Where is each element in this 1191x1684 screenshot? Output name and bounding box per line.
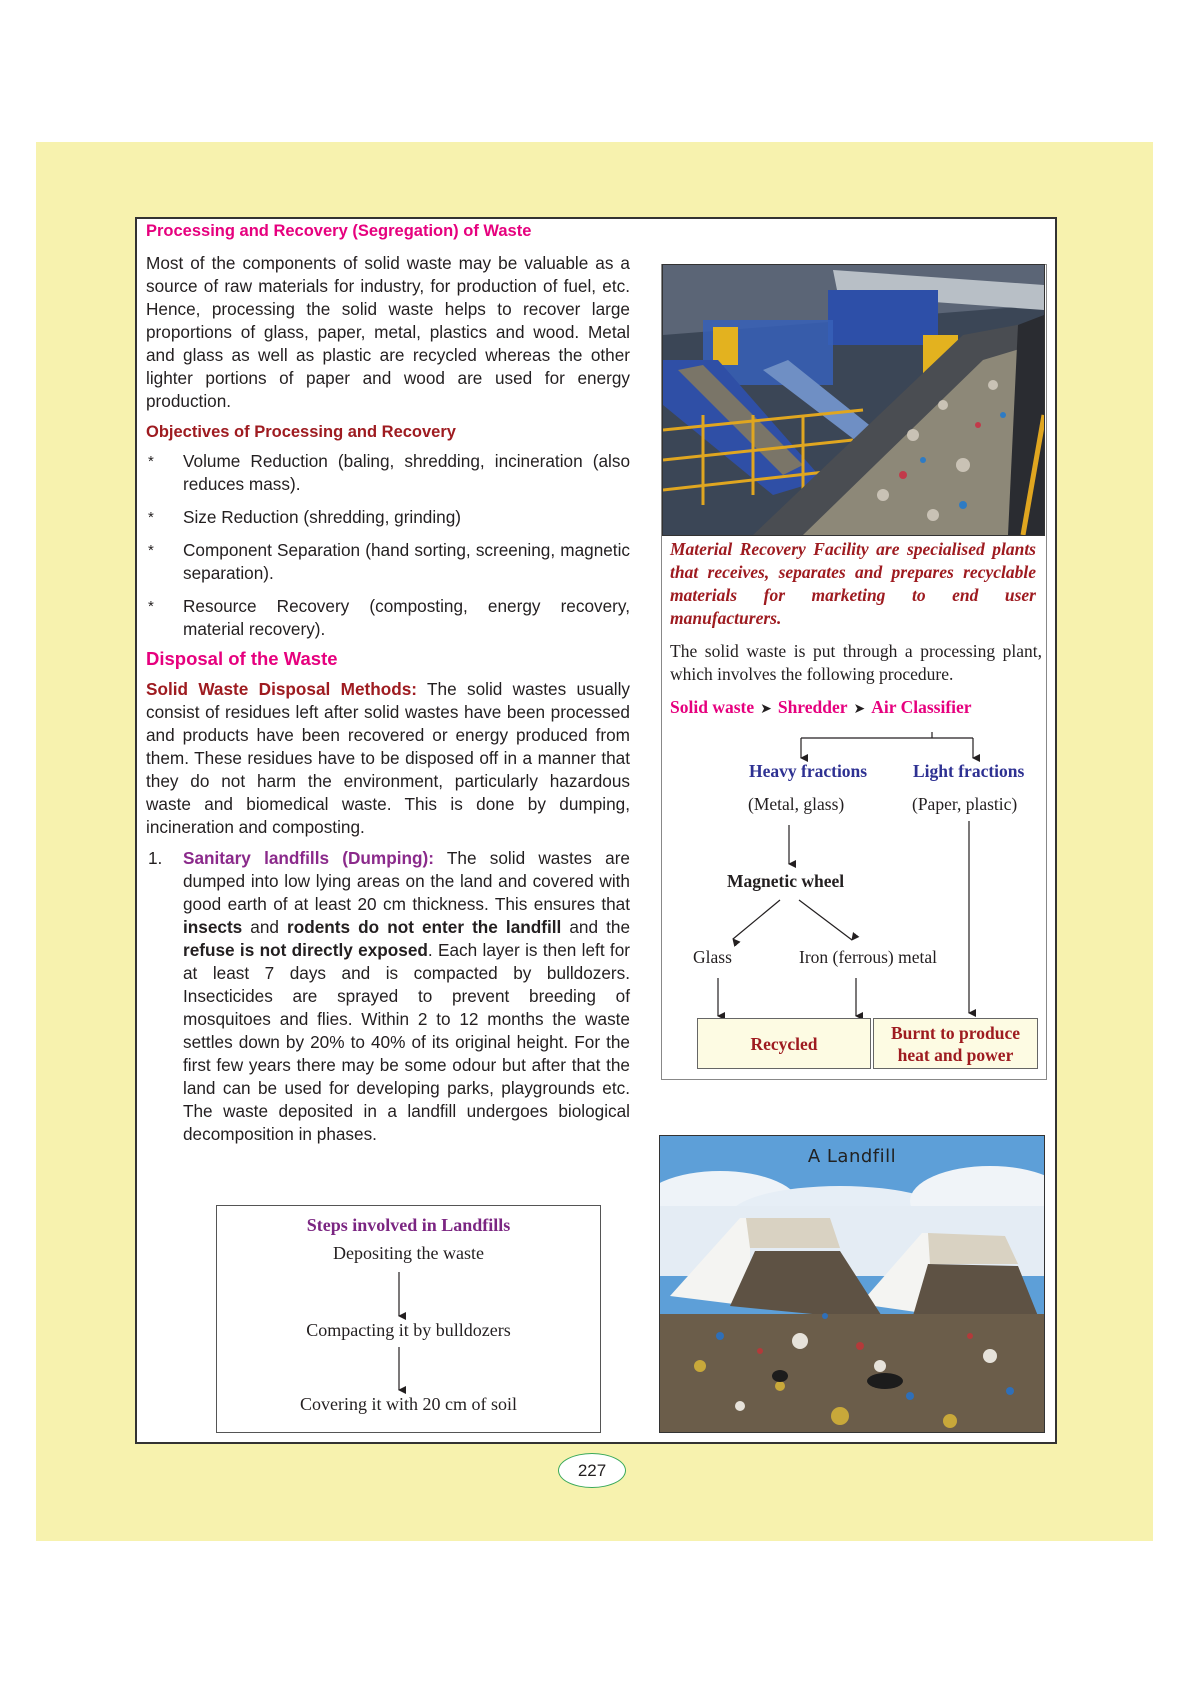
diagonal-arrow-icon [799, 900, 852, 940]
light-fractions-sub: (Paper, plastic) [912, 794, 1018, 814]
processing-intro: The solid waste is put through a processing plant, which involves the following procedure. [670, 641, 1042, 684]
landfill-photo-illustration [660, 1136, 1044, 1432]
section-heading-processing: Processing and Recovery (Segregation) of Waste [146, 222, 532, 240]
disposal-paragraph: Solid Waste Disposal Methods: The solid wastes usually consist of residues left after solid wastes have been processed and products have been recovered or energy produced from them. These residues have to be disposed off in a manner that they do not harm the environment, particularly hazardous waste and biomedical waste. This is done by dumping, incineration and composting. [146, 679, 630, 837]
processing-paragraph: Most of the components of solid waste may be valuable as a source of raw materials for industry, for production of fuel, etc. Hence, processing the solid waste helps to recover large proportions of glass, paper, metal, plastics and wood. Metal and glass as well as plastic are recycled whereas the other lighter portions of paper and wood are used for energy production. [146, 253, 630, 411]
flow-air-classifier: Air Classifier [871, 697, 972, 717]
flow-connectors [661, 700, 1045, 1030]
flow-shredder: Shredder [777, 697, 848, 717]
asterisk-bullet-icon: * [148, 453, 154, 470]
right-arrow-icon: ➤ [760, 702, 772, 717]
mrf-caption: Material Recovery Facility are specialised plants that receives, separates and prepares recyclable materials for marketing to end user manufacturers. [670, 539, 1036, 628]
asterisk-bullet-icon: * [148, 542, 154, 559]
objective-item: * Volume Reduction (baling, shredding, incineration (also reduces mass). [148, 451, 630, 494]
landfill-lead: Sanitary landfills (Dumping): [183, 848, 434, 868]
mrf-photo-illustration [663, 265, 1044, 535]
recycled-box: Recycled [697, 1018, 871, 1069]
page-number: 227 [558, 1453, 626, 1488]
left-column [146, 220, 630, 1146]
landfill-photo-title: A Landfill [807, 1146, 897, 1167]
heavy-fractions-sub: (Metal, glass) [748, 794, 845, 814]
burnt-box: Burnt to produce heat and power [873, 1018, 1038, 1069]
glass-label: Glass [693, 947, 732, 967]
landfill-photo [659, 1135, 1045, 1433]
asterisk-bullet-icon: * [148, 598, 154, 615]
step-depositing: Depositing the waste [333, 1243, 484, 1263]
objective-item: * Resource Recovery (composting, energy recovery, material recovery). [148, 596, 630, 639]
disposal-heading: Disposal of the Waste [146, 648, 338, 669]
flow-solid-waste: Solid waste [670, 697, 755, 717]
steps-title: Steps involved in Landfills [306, 1215, 511, 1235]
landfill-steps-box [216, 1205, 601, 1433]
light-fractions-label: Light fractions [913, 761, 1025, 781]
objectives-list [146, 450, 630, 641]
step-compacting: Compacting it by bulldozers [306, 1320, 511, 1340]
landfill-list-item: 1. Sanitary landfills (Dumping): The solid wastes are dumped into low lying areas on the land and covered with good earth of at least 20 cm thickness. This ensures that insects and rodents do not enter the landfill and the refuse is not directly exposed. Each layer is then left for at least 7 days and is compacted by bulldozers. Insecticides are sprayed to prevent breeding of mosquitoes and flies. Within 2 to 12 months the waste settles down by 20% to 40% of its original height. For the first few years there may be some odour but after that the land can be used for developing parks, playgrounds etc. The waste deposited in a landfill undergoes biological decomposition in phases. [148, 848, 631, 1144]
right-arrow-icon: ➤ [853, 702, 866, 717]
step-covering: Covering it with 20 cm of soil [300, 1394, 517, 1414]
objective-item: * Component Separation (hand sorting, screening, magnetic separation). [148, 540, 630, 583]
iron-metal-label: Iron (ferrous) metal [799, 947, 937, 967]
objectives-heading: Objectives of Processing and Recovery [146, 423, 456, 441]
asterisk-bullet-icon: * [148, 509, 154, 526]
steps-arrows [217, 1206, 600, 1432]
mrf-photo [662, 264, 1045, 536]
item-number: 1. [148, 848, 163, 868]
diagonal-arrow-icon [733, 900, 780, 939]
magnetic-wheel-label: Magnetic wheel [727, 871, 845, 891]
heavy-fractions-label: Heavy fractions [749, 761, 868, 781]
disposal-methods-lead: Solid Waste Disposal Methods: [146, 679, 418, 699]
objective-item: * Size Reduction (shredding, grinding) [148, 507, 462, 527]
